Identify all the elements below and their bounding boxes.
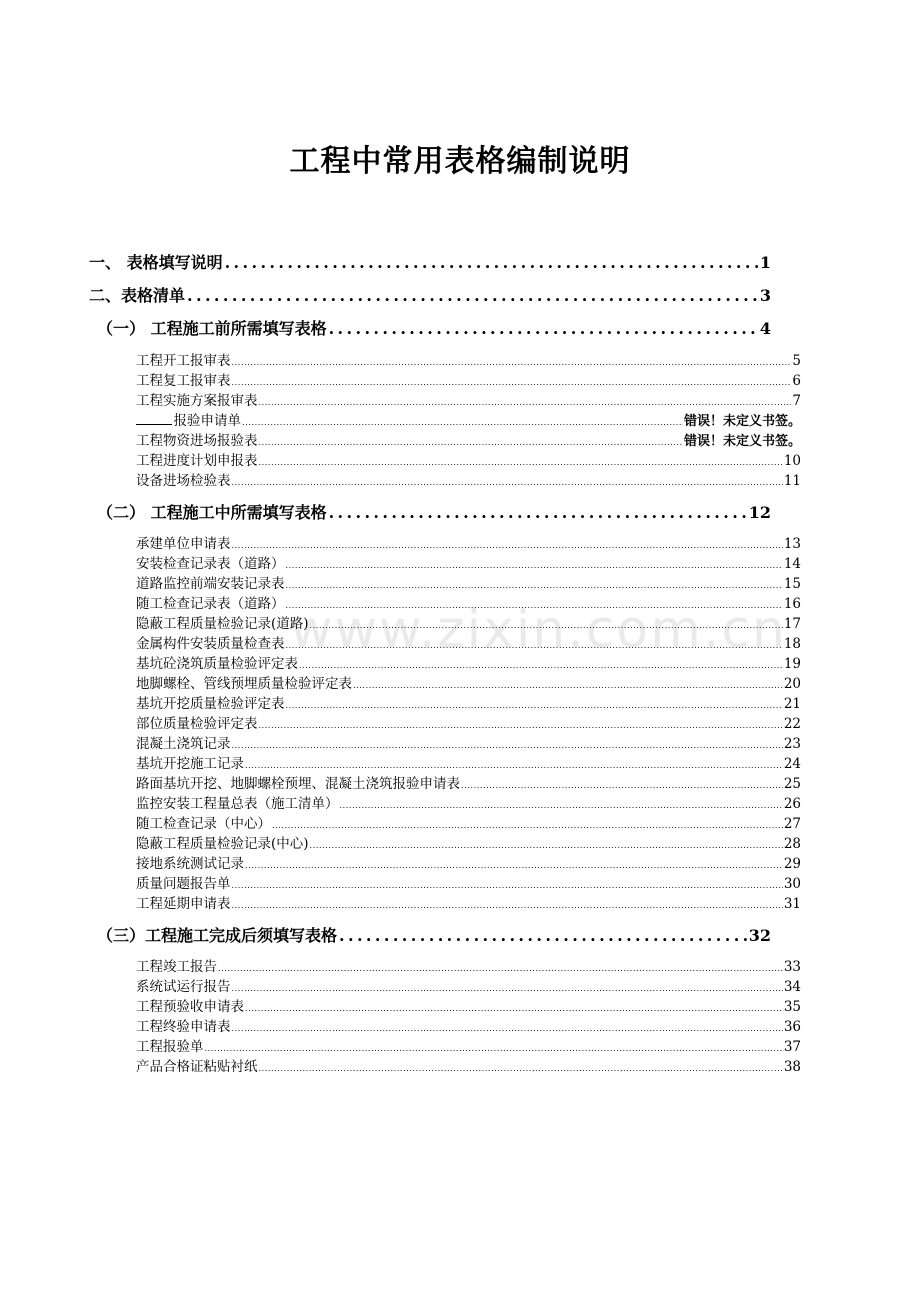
toc-entry[interactable] — [136, 369, 801, 389]
toc-entry[interactable] — [136, 732, 801, 752]
toc-page-number: 13 — [783, 536, 801, 552]
leader-dots — [286, 601, 783, 610]
leader-dots — [232, 741, 783, 750]
leader-dots — [242, 418, 683, 427]
toc-page-number: 15 — [783, 576, 801, 592]
toc-entry[interactable] — [136, 1015, 801, 1035]
leader-dots — [232, 541, 783, 550]
toc-entry-label: 工程实施方案报审表 — [136, 393, 258, 409]
leader-dots — [232, 881, 783, 890]
leader-dots — [286, 641, 783, 650]
leader-dots — [340, 801, 783, 810]
leader-dots — [339, 926, 747, 945]
leader-dots — [232, 358, 792, 367]
toc-page-number: 37 — [783, 1039, 801, 1055]
toc-page-number: 21 — [783, 696, 801, 712]
toc-page-number: 32 — [748, 926, 771, 945]
toc-entry[interactable] — [136, 592, 801, 612]
toc-section-1[interactable] — [89, 250, 771, 273]
toc-page-number: 7 — [792, 393, 801, 409]
toc-page-number: 20 — [783, 676, 801, 692]
toc-page-number: 31 — [783, 896, 801, 912]
toc-page-number: 22 — [783, 716, 801, 732]
toc-page-number: 1 — [759, 253, 771, 272]
toc-page-number: 26 — [783, 796, 801, 812]
leader-dots — [310, 841, 783, 850]
leader-dots — [461, 781, 783, 790]
toc-entry-label: 隐蔽工程质量检验记录(中心) — [136, 836, 309, 852]
toc-section-label: 二、表格清单 — [89, 286, 186, 305]
toc-page-number: 14 — [783, 556, 801, 572]
toc-entry-label: 接地系统测试记录 — [136, 856, 244, 872]
leader-dots — [245, 861, 783, 870]
toc-page-number: 3 — [759, 286, 771, 305]
toc-entry-label: 工程报验单 — [136, 1039, 204, 1055]
toc-entry-label: 部位质量检验评定表 — [136, 716, 258, 732]
toc-entry[interactable] — [136, 429, 801, 449]
leader-dots — [286, 701, 783, 710]
toc-entry[interactable] — [136, 389, 801, 409]
toc-entry-label: 工程竣工报告 — [136, 959, 217, 975]
toc-page-number: 33 — [783, 959, 801, 975]
toc-entry[interactable] — [136, 852, 801, 872]
leader-dots — [232, 901, 783, 910]
toc-page-number: 5 — [792, 353, 801, 369]
toc-entry[interactable] — [136, 409, 801, 429]
toc-entry-label: 基坑开挖施工记录 — [136, 756, 244, 772]
toc-entry[interactable] — [136, 552, 801, 572]
leader-dots — [245, 1004, 783, 1013]
toc-entry[interactable] — [136, 975, 801, 995]
toc-error-text: 错误！未定义书签。 — [683, 414, 801, 429]
toc-entry-label: 基坑开挖质量检验评定表 — [136, 696, 285, 712]
leader-dots — [286, 581, 783, 590]
toc-entry-label: 报验申请单 — [173, 413, 242, 429]
toc-page-number: 11 — [783, 473, 801, 489]
toc-entry[interactable] — [136, 532, 801, 552]
toc-page-number: 29 — [783, 856, 801, 872]
leader-dots — [187, 286, 758, 305]
leader-dots — [286, 561, 783, 570]
leader-dots — [259, 438, 683, 447]
toc-entry[interactable] — [136, 652, 801, 672]
toc-page-number: 16 — [783, 596, 801, 612]
toc-entry-label: 工程延期申请表 — [136, 896, 231, 912]
leader-dots — [353, 681, 783, 690]
toc-entry[interactable] — [136, 712, 801, 732]
toc-entry[interactable] — [136, 672, 801, 692]
toc-page-number: 18 — [783, 636, 801, 652]
toc-page-number: 12 — [748, 503, 771, 522]
toc-entry-label: 设备进场检验表 — [136, 473, 231, 489]
leader-dots — [232, 984, 783, 993]
toc-entry-label: 工程进度计划申报表 — [136, 453, 258, 469]
toc-entry[interactable] — [136, 792, 801, 812]
toc-entry[interactable] — [136, 692, 801, 712]
leader-dots — [259, 398, 792, 407]
watermark: www.zixin.com.cn — [290, 600, 787, 660]
toc-entry-label: 安装检查记录表（道路） — [136, 556, 285, 572]
toc-page-number: 24 — [783, 756, 801, 772]
toc-entry-label: 工程复工报审表 — [136, 373, 231, 389]
leader-dots — [225, 253, 758, 272]
toc-entry[interactable] — [136, 1055, 801, 1075]
toc-page-number: 35 — [783, 999, 801, 1015]
toc-subsection-3[interactable] — [97, 923, 771, 946]
toc-page-number: 27 — [783, 816, 801, 832]
leader-dots — [232, 478, 783, 487]
leader-dots — [299, 661, 783, 670]
toc-section-2[interactable] — [89, 283, 771, 306]
leader-dots — [218, 964, 783, 973]
toc-entry-label: 产品合格证粘贴衬纸 — [136, 1059, 258, 1075]
toc-entry[interactable] — [136, 449, 801, 469]
leader-dots — [232, 1024, 783, 1033]
toc-subsection-2[interactable] — [97, 500, 771, 523]
leader-dots — [329, 319, 758, 338]
toc-section-label: （一） 工程施工前所需填写表格 — [97, 319, 327, 338]
toc-entry-label: 系统试运行报告 — [136, 979, 231, 995]
toc-entry-label: 混凝土浇筑记录 — [136, 736, 231, 752]
toc-entry[interactable] — [136, 892, 801, 912]
toc-entry[interactable] — [136, 632, 801, 652]
toc-page-number: 30 — [783, 876, 801, 892]
toc-entry-label: 隐蔽工程质量检验记录(道路) — [136, 616, 309, 632]
toc-entry-label: 路面基坑开挖、地脚螺栓预埋、混凝土浇筑报验申请表 — [136, 776, 460, 792]
toc-entry[interactable] — [136, 349, 801, 369]
toc-error-text: 错误！未定义书签。 — [683, 434, 801, 449]
leader-dots — [310, 621, 783, 630]
toc-page-number: 28 — [783, 836, 801, 852]
toc-section-label: （三）工程施工完成后须填写表格 — [97, 926, 338, 945]
toc-entry[interactable] — [136, 572, 801, 592]
toc-entry-label: 监控安装工程量总表（施工清单） — [136, 796, 339, 812]
toc-page-number: 38 — [783, 1059, 801, 1075]
toc-page-number: 23 — [783, 736, 801, 752]
toc-entry-label: 地脚螺栓、管线预埋质量检验评定表 — [136, 676, 352, 692]
toc-entry[interactable] — [136, 872, 801, 892]
toc-entry[interactable] — [136, 752, 801, 772]
toc-entry[interactable] — [136, 1035, 801, 1055]
toc-entry[interactable] — [136, 772, 801, 792]
toc-section-label: 一、 表格填写说明 — [89, 253, 223, 272]
toc-entry-label: 金属构件安装质量检查表 — [136, 636, 285, 652]
leader-dots — [259, 721, 783, 730]
leader-dots — [205, 1044, 783, 1053]
leader-dots — [245, 761, 783, 770]
toc-page-number: 34 — [783, 979, 801, 995]
toc-page-number: 6 — [792, 373, 801, 389]
toc-page-number: 17 — [783, 616, 801, 632]
toc-entry-label: 工程物资进场报验表 — [136, 433, 258, 449]
leader-dots — [259, 1064, 783, 1073]
leader-dots — [232, 378, 792, 387]
toc-entry-label: 道路监控前端安装记录表 — [136, 576, 285, 592]
toc-entry[interactable] — [136, 995, 801, 1015]
toc-entry[interactable] — [136, 469, 801, 489]
toc-subsection-1[interactable] — [97, 316, 771, 339]
toc-entry[interactable] — [136, 812, 801, 832]
toc-entry[interactable] — [136, 955, 801, 975]
toc-page-number: 10 — [783, 453, 801, 469]
toc-entry-label: 工程开工报审表 — [136, 353, 231, 369]
leader-dots — [259, 458, 783, 467]
toc-page-number: 4 — [759, 319, 771, 338]
toc-entry-label: 工程终验申请表 — [136, 1019, 231, 1035]
toc-page-number: 36 — [783, 1019, 801, 1035]
toc-section-label: （二） 工程施工中所需填写表格 — [97, 503, 327, 522]
toc-entry-label: 随工检查记录（中心） — [136, 816, 271, 832]
toc-page-number: 19 — [783, 656, 801, 672]
blank-underline — [136, 412, 172, 425]
toc-entry-label: 质量问题报告单 — [136, 876, 231, 892]
toc-entry[interactable] — [136, 832, 801, 852]
toc-entry-label: 工程预验收申请表 — [136, 999, 244, 1015]
toc-page-number: 25 — [783, 776, 801, 792]
toc-entry-label: 随工检查记录表（道路） — [136, 596, 285, 612]
document-title: 工程中常用表格编制说明 — [289, 144, 631, 179]
toc-entry[interactable] — [136, 612, 801, 632]
leader-dots — [272, 821, 783, 830]
leader-dots — [329, 503, 747, 522]
toc-entry-label: 基坑砼浇筑质量检验评定表 — [136, 656, 298, 672]
toc-entry-label: 承建单位申请表 — [136, 536, 231, 552]
